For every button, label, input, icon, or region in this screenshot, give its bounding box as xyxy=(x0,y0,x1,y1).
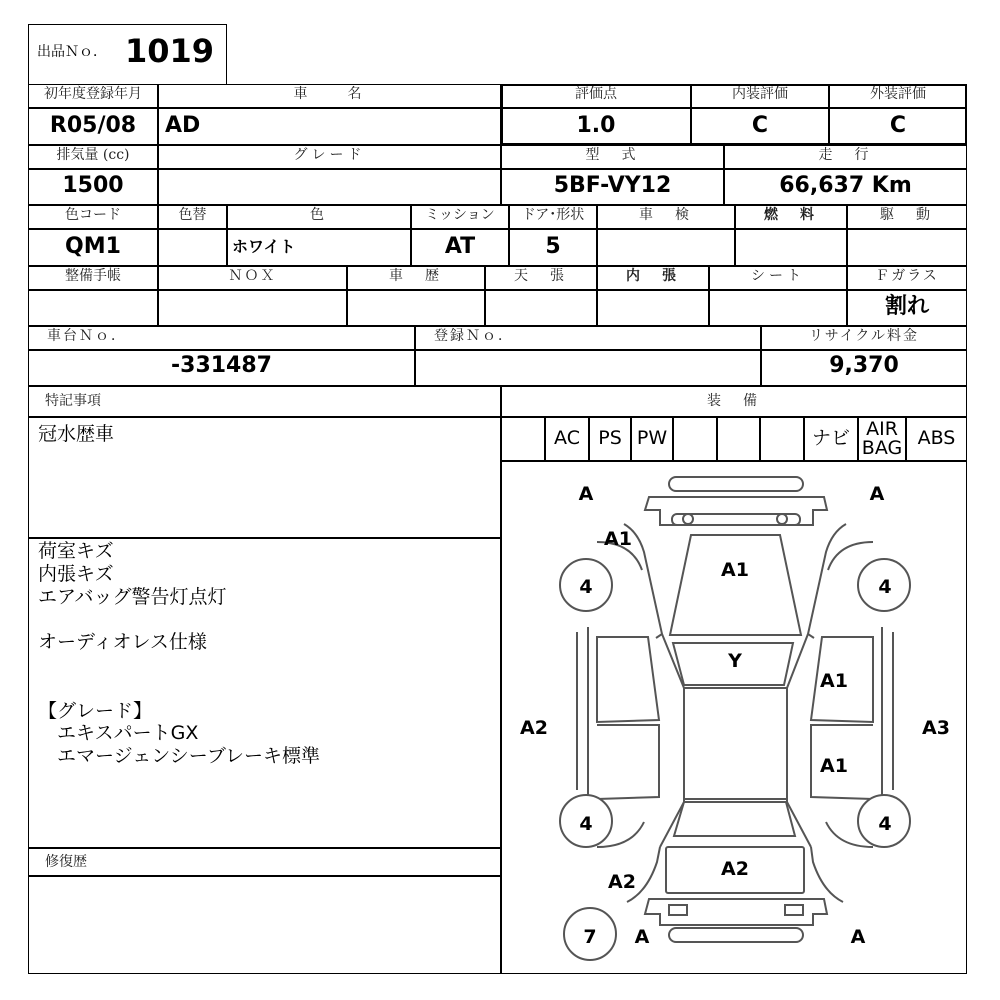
diagram-box xyxy=(501,461,967,974)
damage-mark: A xyxy=(578,483,594,505)
front-emblem-right xyxy=(777,514,787,524)
maint-label: 整備手帳 xyxy=(28,266,158,290)
pillar-right xyxy=(787,634,811,847)
lot-label: 出品Ｎｏ． xyxy=(37,44,107,60)
nox-label: ＮＯＸ xyxy=(158,266,347,290)
car-diagram xyxy=(502,462,968,975)
glass-label: Ｆガラス xyxy=(847,266,967,290)
note-line: エアバッグ警告灯点灯 xyxy=(38,585,227,608)
damage-mark: A1 xyxy=(721,559,749,581)
color-value: ホワイト xyxy=(227,229,411,266)
reg-no-value xyxy=(415,350,761,386)
score-label: 評価点 xyxy=(501,84,691,108)
damage-mark: A1 xyxy=(820,670,848,692)
seat-label: シート xyxy=(709,266,847,290)
chassis-value: -331487 xyxy=(28,350,415,386)
lot-number: 1019 xyxy=(125,32,215,70)
rear-lamp-left xyxy=(669,905,687,915)
damage-mark: A1 xyxy=(820,755,848,777)
front-bumper-top xyxy=(669,477,803,491)
car-name-label: 車 名 xyxy=(158,84,501,108)
damage-mark: A3 xyxy=(922,717,950,739)
color-label: 色 xyxy=(227,205,411,229)
reg-no-label: 登録Ｎｏ． xyxy=(415,326,761,350)
seat-value xyxy=(709,290,847,326)
equipment-item xyxy=(760,417,804,461)
repaint-label: 色替 xyxy=(158,205,227,229)
fuel-value xyxy=(735,229,847,266)
note-line xyxy=(38,654,320,677)
score-value: 1.0 xyxy=(501,108,691,145)
mileage-value: 66,637 Km xyxy=(724,169,967,205)
equipment-item: ナビ xyxy=(804,417,858,461)
rear-fender-right xyxy=(811,847,843,902)
repaint-value xyxy=(158,229,227,266)
fuel-label: 燃 料 xyxy=(735,205,847,229)
equipment-item: ABS xyxy=(906,417,967,461)
lot-box xyxy=(28,24,227,84)
equipment-title: 装 備 xyxy=(501,386,967,417)
history-value xyxy=(347,290,485,326)
interior-label: 内装評価 xyxy=(691,84,829,108)
car-name-value: AD xyxy=(158,108,501,145)
drive-value xyxy=(847,229,967,266)
rear-bumper xyxy=(645,899,827,925)
damage-mark: A xyxy=(850,926,866,948)
equipment-item xyxy=(673,417,717,461)
equipment-item: PS xyxy=(589,417,631,461)
displacement-value: 1500 xyxy=(28,169,158,205)
roof-label: 天 張 xyxy=(485,266,597,290)
front-fender-right xyxy=(808,524,846,638)
damage-mark: A1 xyxy=(604,528,632,550)
grade-value xyxy=(158,169,501,205)
history-label: 車 歴 xyxy=(347,266,485,290)
exterior-value: C xyxy=(829,108,967,145)
front-emblem-left xyxy=(683,514,693,524)
glass-value: 割れ xyxy=(847,290,967,326)
model-value: 5BF-VY12 xyxy=(501,169,724,205)
recycle-value: 9,370 xyxy=(761,350,967,386)
note-line: 内張キズ xyxy=(38,562,114,585)
inspection-value xyxy=(597,229,735,266)
mission-value: AT xyxy=(411,229,509,266)
door-label: ドア･形状 xyxy=(509,205,597,229)
note-line: オーディオレス仕様 xyxy=(38,631,207,654)
damage-mark: 4 xyxy=(878,813,892,835)
equipment-item: PW xyxy=(631,417,673,461)
equipment-item xyxy=(717,417,760,461)
inspection-label: 車 検 xyxy=(597,205,735,229)
repair-title: 修復歴 xyxy=(28,848,501,876)
notes-lower-box xyxy=(28,538,501,848)
rear-lamp-right xyxy=(785,905,803,915)
damage-mark: 4 xyxy=(878,576,892,598)
mileage-label: 走 行 xyxy=(724,145,967,169)
hood xyxy=(670,535,801,635)
door-value: 5 xyxy=(509,229,597,266)
interior-trim-label: 内 張 xyxy=(597,266,709,290)
note-line xyxy=(38,608,320,631)
repair-box xyxy=(28,876,501,974)
rear-glass xyxy=(674,802,795,836)
interior-value: C xyxy=(691,108,829,145)
reg-year-label: 初年度登録年月 xyxy=(28,84,158,108)
damage-mark: A xyxy=(869,483,885,505)
roof-value xyxy=(485,290,597,326)
damage-mark: A xyxy=(634,926,650,948)
equipment-item: AC xyxy=(545,417,589,461)
color-code-value: QM1 xyxy=(28,229,158,266)
front-door-left xyxy=(597,637,659,722)
chassis-label: 車台Ｎｏ． xyxy=(28,326,415,350)
nox-value xyxy=(158,290,347,326)
damage-mark: 4 xyxy=(579,576,593,598)
damage-mark: A2 xyxy=(721,858,749,880)
note-line: エマージェンシーブレーキ標準 xyxy=(38,745,321,768)
rear-bumper-bottom xyxy=(669,928,803,942)
damage-mark: 4 xyxy=(579,813,593,835)
damage-mark: A2 xyxy=(608,871,636,893)
grade-label: グレード xyxy=(158,145,501,169)
notes-lower-list xyxy=(38,540,320,768)
damage-mark: 7 xyxy=(583,926,597,948)
exterior-label: 外装評価 xyxy=(829,84,967,108)
roof xyxy=(684,688,787,799)
maint-value xyxy=(28,290,158,326)
equipment-item xyxy=(501,417,545,461)
note-line: エキスパートGX xyxy=(38,722,199,745)
damage-mark: A2 xyxy=(520,717,548,739)
drive-label: 駆 動 xyxy=(847,205,967,229)
damage-mark: Y xyxy=(728,650,742,672)
note-line xyxy=(38,677,320,700)
recycle-label: リサイクル料金 xyxy=(761,326,967,350)
note-line: 【グレード】 xyxy=(38,699,153,722)
reg-year-value: R05/08 xyxy=(28,108,158,145)
rear-door-left xyxy=(597,725,659,799)
color-code-label: 色コード xyxy=(28,205,158,229)
mission-label: ミッション xyxy=(411,205,509,229)
notes-main-text: 冠水歴車 xyxy=(38,423,115,445)
notes-main-box xyxy=(28,417,501,538)
model-label: 型 式 xyxy=(501,145,724,169)
equipment-item: AIR BAG xyxy=(858,417,906,461)
notes-title: 特記事項 xyxy=(28,386,501,417)
displacement-label: 排気量 (cc) xyxy=(28,145,158,169)
interior-trim-value xyxy=(597,290,709,326)
note-line: 荷室キズ xyxy=(38,540,114,562)
